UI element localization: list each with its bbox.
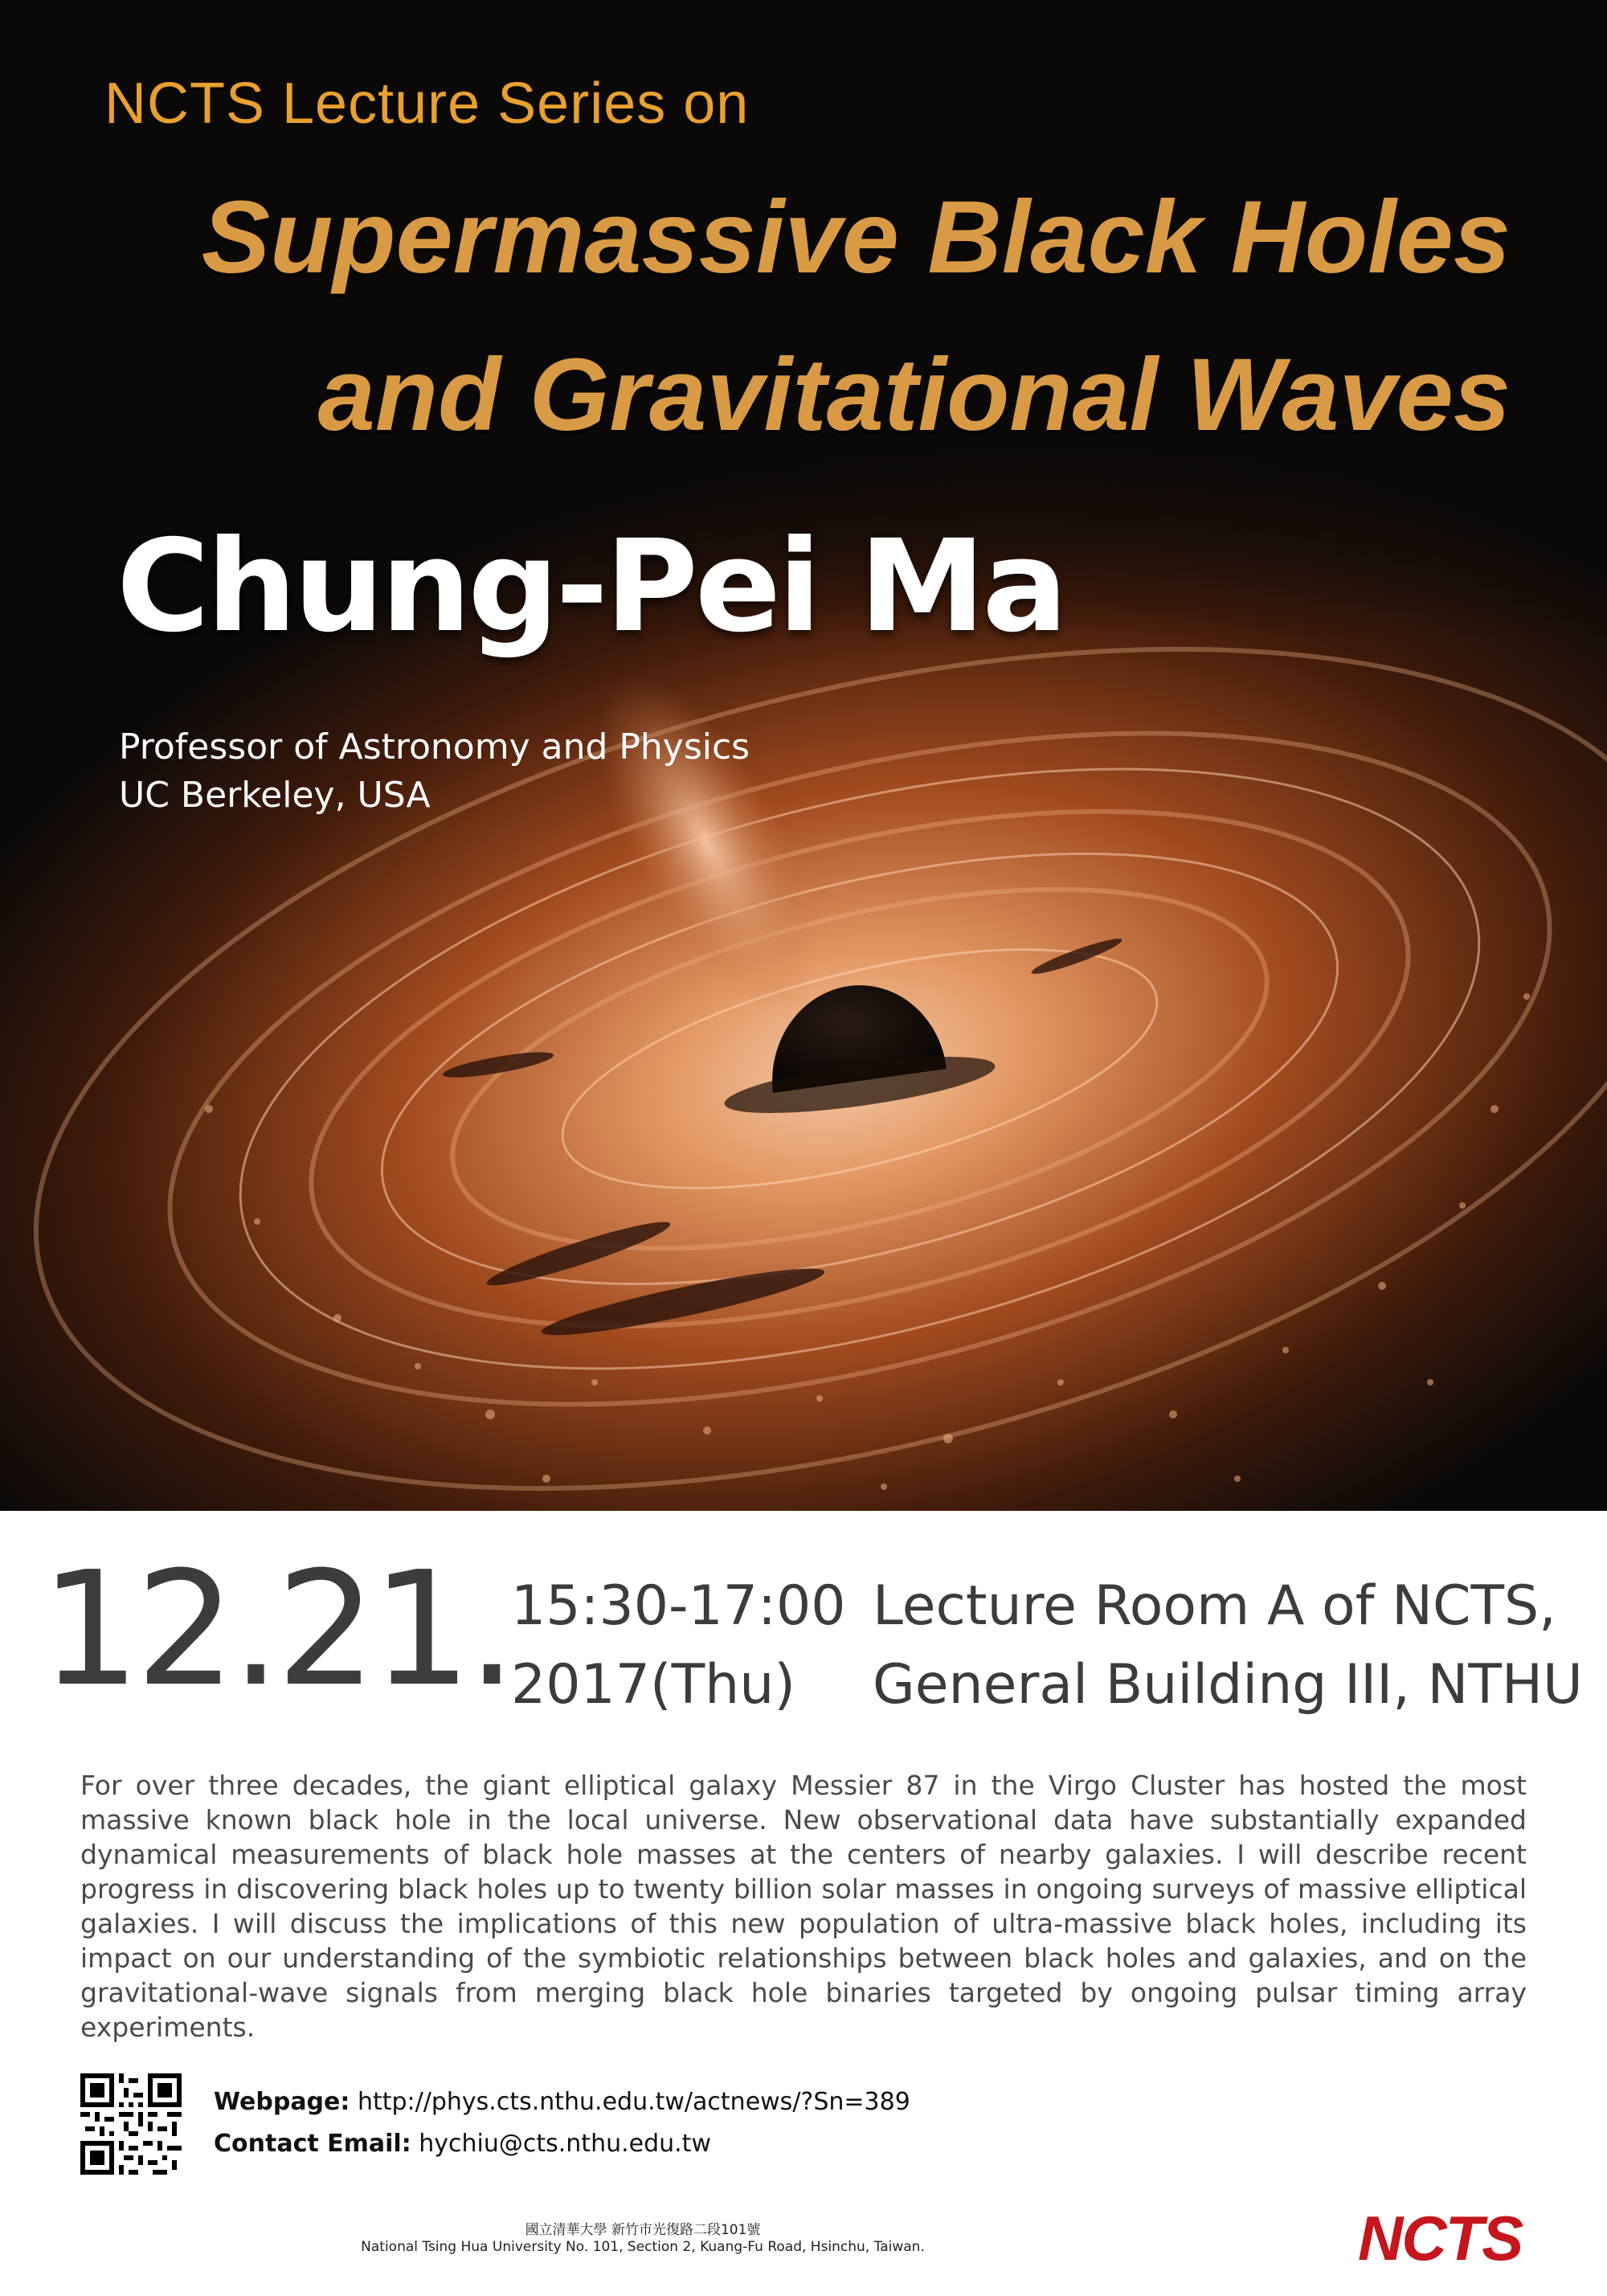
- abstract-text: For over three decades, the giant elliptical galaxy Messier 87 in the Virgo Cluster has hosted the most massive known black hole in the local universe. New observational data have substantially expanded dynamical measurements of black hole masses at the centers of nearby galaxies. I will describe recent progress in discovering black holes up to twenty billion solar masses in ongoing surveys of massive elliptical galaxies. I will discuss the implications of this new population of ultra-massive black holes, including its impact on our understanding of the symbiotic relationships between black holes and galaxies, and on the gravitational-wave signals from merging black hole binaries targeted by ongoing pulsar timing array experiments.: [80, 1770, 1527, 2043]
- address-chinese: 國立清華大學 新竹市光復路二段101號: [525, 2222, 761, 2238]
- ncts-logo: [1358, 2205, 1567, 2269]
- speaker-position: Professor of Astronomy and Physics: [119, 726, 750, 767]
- webpage-label: Webpage:: [214, 2088, 350, 2116]
- event-venue-line-2: General Building III, NTHU: [873, 1653, 1583, 1717]
- event-venue-line-1: Lecture Room A of NCTS,: [873, 1574, 1556, 1638]
- talk-title-line-1: Supermassive Black Holes: [201, 180, 1511, 295]
- email-label: Contact Email:: [214, 2130, 411, 2158]
- talk-title-line-2: and Gravitational Waves: [317, 338, 1511, 452]
- qr-code-icon[interactable]: [80, 2073, 182, 2175]
- webpage-line: [214, 2088, 910, 2116]
- event-time: 15:30-17:00: [511, 1574, 846, 1638]
- event-date: 12.21.: [40, 1538, 513, 1721]
- address-english: National Tsing Hua University No. 101, Section 2, Kuang-Fu Road, Hsinchu, Taiwan.: [361, 2239, 925, 2255]
- webpage-link[interactable]: http://phys.cts.nthu.edu.tw/actnews/?Sn=389: [357, 2088, 910, 2116]
- speaker-institution: UC Berkeley, USA: [119, 775, 431, 816]
- event-day: 2017(Thu): [511, 1653, 795, 1717]
- email-link[interactable]: hychiu@cts.nthu.edu.tw: [419, 2130, 711, 2158]
- speaker-name: Chung-Pei Ma: [117, 513, 1065, 661]
- email-line: [214, 2130, 711, 2158]
- series-heading: NCTS Lecture Series on: [104, 72, 750, 136]
- ncts-logo-text: NCTS: [1358, 2205, 1523, 2269]
